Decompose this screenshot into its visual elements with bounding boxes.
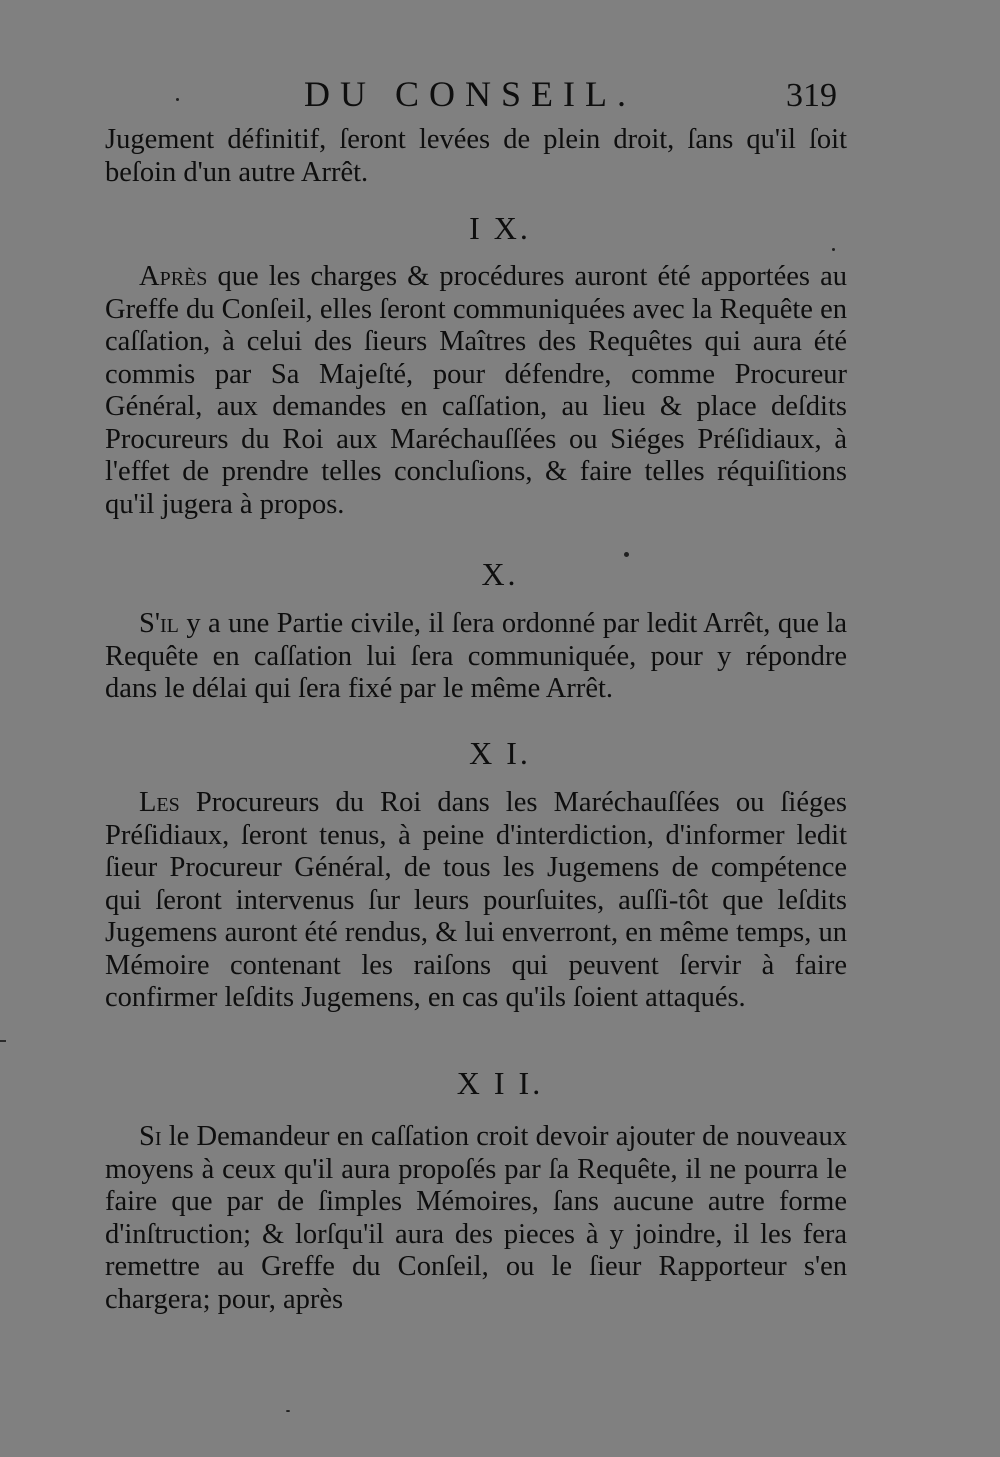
article-paragraph-xii <box>105 1121 847 1316</box>
article-lead-xi: Les <box>139 787 180 818</box>
running-title: DU CONSEIL. <box>304 74 636 114</box>
ink-speck <box>286 1410 290 1412</box>
article-text-x <box>105 608 847 706</box>
article-body-x: y a une Partie civile, il ſera ordonné par ledit Arrêt, que la Requête en caſſation lui ſera communiquée, pour y répondre dans le délai qui ſera fixé par le même Arrêt. <box>105 608 847 704</box>
article-lead-xii: Si <box>139 1121 162 1152</box>
article-body-ix: que les charges & procédures auront été apportées au Greffe du Conſeil, elles ſeront communiquées avec la Requête en caſſation, à celui des ſieurs Maîtres des Requêtes qui aura été commis par Sa Majeſté, pour défendre, comme Procureur Général, aux demandes en caſſation, au lieu & place deſdits Procureurs du Roi aux Maréchauſſées ou Siéges Préſidiaux, à l'effet de prendre telles concluſions, & faire telles réquiſitions qu'il jugera à propos. <box>105 261 847 520</box>
ink-speck <box>176 98 179 101</box>
continuation-paragraph <box>105 124 847 189</box>
article-heading-ix: I X. <box>469 210 531 246</box>
article-body-xii: le Demandeur en caſſation croit devoir ajouter de nouveaux moyens à ceux qu'il aura propoſés par ſa Requête, il ne pourra le faire que par de ſimples Mémoires, ſans aucune autre forme d'inſtruction; & lorſqu'il aura des pieces à y joindre, il les fera remettre au Greffe du Conſeil, ou le ſieur Rapporteur s'en chargera; pour, après <box>105 1121 847 1315</box>
running-head <box>0 72 1000 116</box>
ink-speck <box>624 552 629 557</box>
continuation-text: Jugement définitif, ſeront levées de plein droit, ſans qu'il ſoit beſoin d'un autre Arrêt. <box>105 124 847 188</box>
article-text-xii <box>105 1121 847 1316</box>
article-text-xi <box>105 787 847 1015</box>
article-heading-x: X. <box>481 556 519 592</box>
article-lead-x: S'il <box>139 608 179 639</box>
article-heading-xi: X I. <box>469 735 531 771</box>
article-body-xi: Procureurs du Roi dans les Maréchauſſées ou ſiéges Préſidiaux, ſeront tenus, à peine d'interdiction, d'informer ledit ſieur Procureur Général, de tous les Jugemens de compétence qui ſeront intervenus ſur leurs pourſuites, auſſi-tôt que leſdits Jugemens auront été rendus, & lui enverront, en même temps, un Mémoire contenant les raiſons qui peuvent ſervir à faire confirmer leſdits Jugemens, en cas qu'ils ſoient attaqués. <box>105 787 847 1013</box>
article-paragraph-x <box>105 608 847 706</box>
article-paragraph-ix <box>105 261 847 521</box>
article-paragraph-xi <box>105 787 847 1015</box>
article-lead-ix: Après <box>139 261 208 292</box>
page-edge-mark <box>0 1040 6 1042</box>
article-text-ix <box>105 261 847 521</box>
page-number: 319 <box>786 77 837 114</box>
article-heading-xii: X I I. <box>456 1065 544 1101</box>
ink-speck <box>832 248 835 251</box>
